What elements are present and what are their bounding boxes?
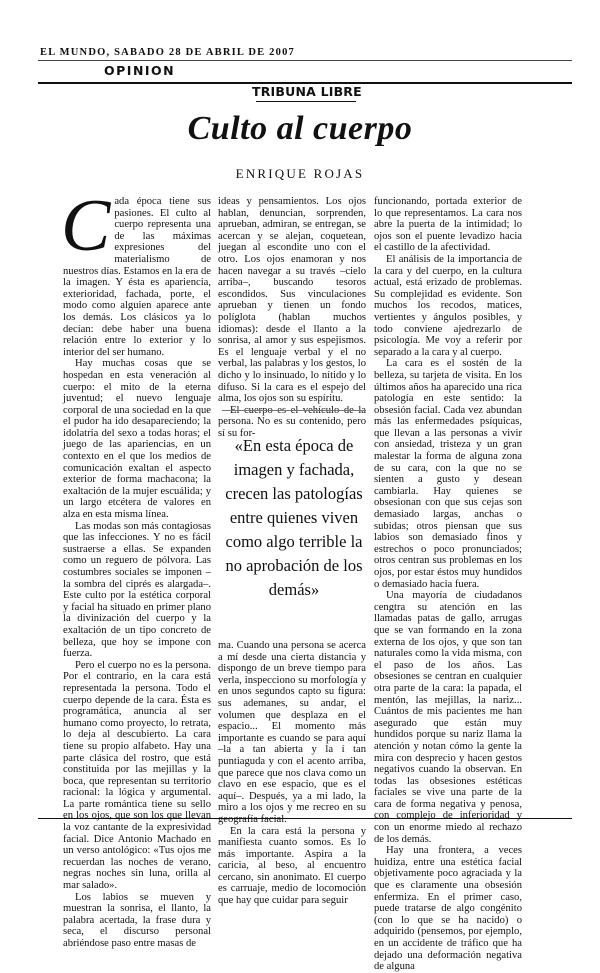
rubric-underline — [256, 101, 356, 102]
article-column-1 — [61, 185, 211, 950]
drop-cap: C — [61, 185, 111, 267]
paragraph: Los labios se mueven y muestran la sonrisa, el llanto, la palabra acertada, la frase dura y seca, el discurso personal abriéndose paso entre masas de — [63, 891, 211, 949]
article-column-3 — [374, 196, 522, 973]
paragraph: El análisis de la importancia de la cara y del cuerpo, en la cultura actual, está erizado de problemas. Su complejidad es evidente. Son muchos los recodos, matices, vertientes y ángulos posibles, y todo conviene ajedrezarlo de psicología. Me voy a referir por separado a la cara y al cuerpo. — [374, 253, 522, 358]
paragraph: Las modas son más contagiosas que las infecciones. Y no es fácil sustraerse a ellas. Se expanden como un reguero de pólvora. Las costumbres sociales se imponen –la sombra del ciprés es alargada–. Este culto por la estética corporal y facial ha situado en primer plano la divinización del cuerpo y la exaltación de un tipo concreto de belleza, que hoy se impone con fuerza. — [63, 520, 211, 660]
article-column-2 — [218, 196, 366, 439]
paragraph: ideas y pensamientos. Los ojos hablan, denuncian, sorprenden, aprueban, admiran, se entregan, se acercan y se alejan, coquetean, juegan al escondite uno con el otro. Los ojos enamoran y nos hacen navegar a su través –cielo arriba–, buscando tesoros escondidos. Sus vinculaciones aprueban y tienen un fondo políglota (hablan muchos idiomas): desde el llanto a la sonrisa, al amor y sus espejismos. Es el lenguaje verbal y el no verbal, las palabras y los gestos, lo dicho y lo insinuado, lo nítido y lo difuso. Si la cara es el espejo del alma, los ojos son su espíritu. — [218, 196, 366, 405]
paragraph: Hay muchas cosas que se hospedan en esta veneración al cuerpo: el mito de la eterna juventud; el nuevo lenguaje corporal de una sociedad en la que el pudor ha ido desapareciendo; la idolatría del sexo a todas horas; el juego de las apariencias, en un contexto en el que los medios de comunicación exaltan el aspecto exterior de forma machacona; la exaltación de la mujer escuálida; y un largo etcétera de valores en alza en esta misma línea. — [63, 358, 211, 521]
newspaper-dateline: EL MUNDO, SABADO 28 DE ABRIL DE 2007 — [40, 47, 295, 58]
paragraph-text: ada época tiene sus pasiones. El culto al cuerpo representa una de las máximas expresiones del materialismo de nuestros días. Estamos en la era de la imagen. Y ésta es apariencia, exterioridad, fachada, porte, el modo como alguien aparece ante los demás. Los clásicos ya lo decían: debe haber una buena relación entre lo exterior y lo interior del ser humano. — [63, 196, 211, 358]
header-rule — [38, 60, 572, 61]
article-byline: ENRIQUE ROJAS — [235, 166, 365, 181]
paragraph: Pero el cuerpo no es la persona. Por el contrario, en la cara está representada la persona. Todo el cuerpo depende de la cara. Ésta es programática, anuncia al ser humano como proyecto, lo retrata, lo deja al descubierto. La cara tiene su propio alfabeto. Hay una parte clásica del rostro, que está constituida por las mejillas y la boca, que representan su territorio racional: la lógica y argumental. La parte romántica tiene su sello en los ojos, que son los que llevan la voz cantante de la expresividad facial. Dice Antonio Machado en un verso antológico: «Tus ojos me recuerdan las noches de verano, negras noches sin luna, orilla al mar salado». — [63, 659, 211, 892]
pull-quote-rule — [222, 410, 366, 411]
paragraph: Hay una frontera, a veces huidiza, entre una estética facial objetivamente poco agraciada y la que es claramente una obsesión enfermiza. En el primer caso, puede tratarse de algo congénito (con lo que se ha nacido) o adquirido (pensemos, por ejemplo, en un accidente de tráfico que ha dejado una deformación negativa de alguna — [374, 845, 522, 973]
paragraph: ma. Cuando una persona se acerca a mí desde una cierta distancia y dispongo de un breve tiempo para verla, inspecciono su morfología y en unos segundos capto su figura: sus ademanes, su andar, el volumen que desplaza en el espacio... El momento más importante es cuando se para aquí –la a tan abierta y la í tan puntiaguda y con el acento arriba, que parece que nos clava como un clavo en ese espacio, que es el aquí–. Después, ya a mi lado, la miro a los ojos y me recreo en su geografía facial. — [218, 640, 366, 825]
paragraph: La cara es el sostén de la belleza, su tarjeta de visita. En los últimos años ha aparecido una rica patología en este sentido: la obsesión facial. Cada vez abundan más las enfermedades psíquicas, que llevan a las personas a vivir con ansiedad, tristeza y un gran malestar la forma de alguna zona de su cara, con la que no se sienten a gusto y desean cambiarla. Hay quienes se obsesionan con que sus cejas son demasiado largas, anchas o subidas; otros piensan que sus labios son demasiado finos y estrechos o poco pronunciados; otros centran sus problemas en los ojos, por estar éstos muy hundidos o demasiado hacia fuera. — [374, 358, 522, 590]
section-title: OPINION — [104, 63, 176, 78]
paragraph: El cuerpo es el vehículo de la persona. No es su contenido, pero sí su for- — [218, 404, 366, 439]
pull-quote: «En esta época de imagen y fachada, crecen las patologías entre quienes viven como algo terrible la no aprobación de los demás» — [225, 436, 363, 599]
paragraph — [61, 185, 211, 358]
paragraph: funcionando, portada exterior de lo que representamos. La cara nos abre la puerta de la intimidad; lo ojos son el puente levadizo hacia el castillo de la afectividad. — [374, 196, 522, 254]
page-bottom-rule — [38, 818, 572, 819]
paragraph: En la cara está la persona y manifiesta cuanto somos. Es lo más importante. Aspira a la caricia, al beso, al encuentro cercano, sin anonimato. El cuerpo es carruaje, medio de locomoción que hay que cuidar para seguir — [218, 825, 366, 907]
rubric-label: TRIBUNA LIBRE — [252, 84, 362, 99]
article-column-2-lower — [218, 640, 366, 907]
paragraph: Una mayoría de ciudadanos cengtra su atención en las llamadas patas de gallo, arrugas que se van formando en la zona externa de los ojos, y que son tan naturales como la vida misma, con el paso de los años. Las obsesiones se centran en cualquier otra parte de la cara: la papada, el mentón, las mejillas, la nariz... Cuántos de mis pacientes me han asegurado que están muy hundidos porque su nariz llama la atención y notan cómo la gente la mira con desprecio y hacen gestos negativos cuando la observan. En todas las obsesiones estéticas faciales se vive una parte de la cara de forma negativa y penosa, con complejo de inferioridad y con un enorme miedo al rechazo de los demás. — [374, 590, 522, 845]
article-headline: Culto al cuerpo — [187, 110, 413, 147]
